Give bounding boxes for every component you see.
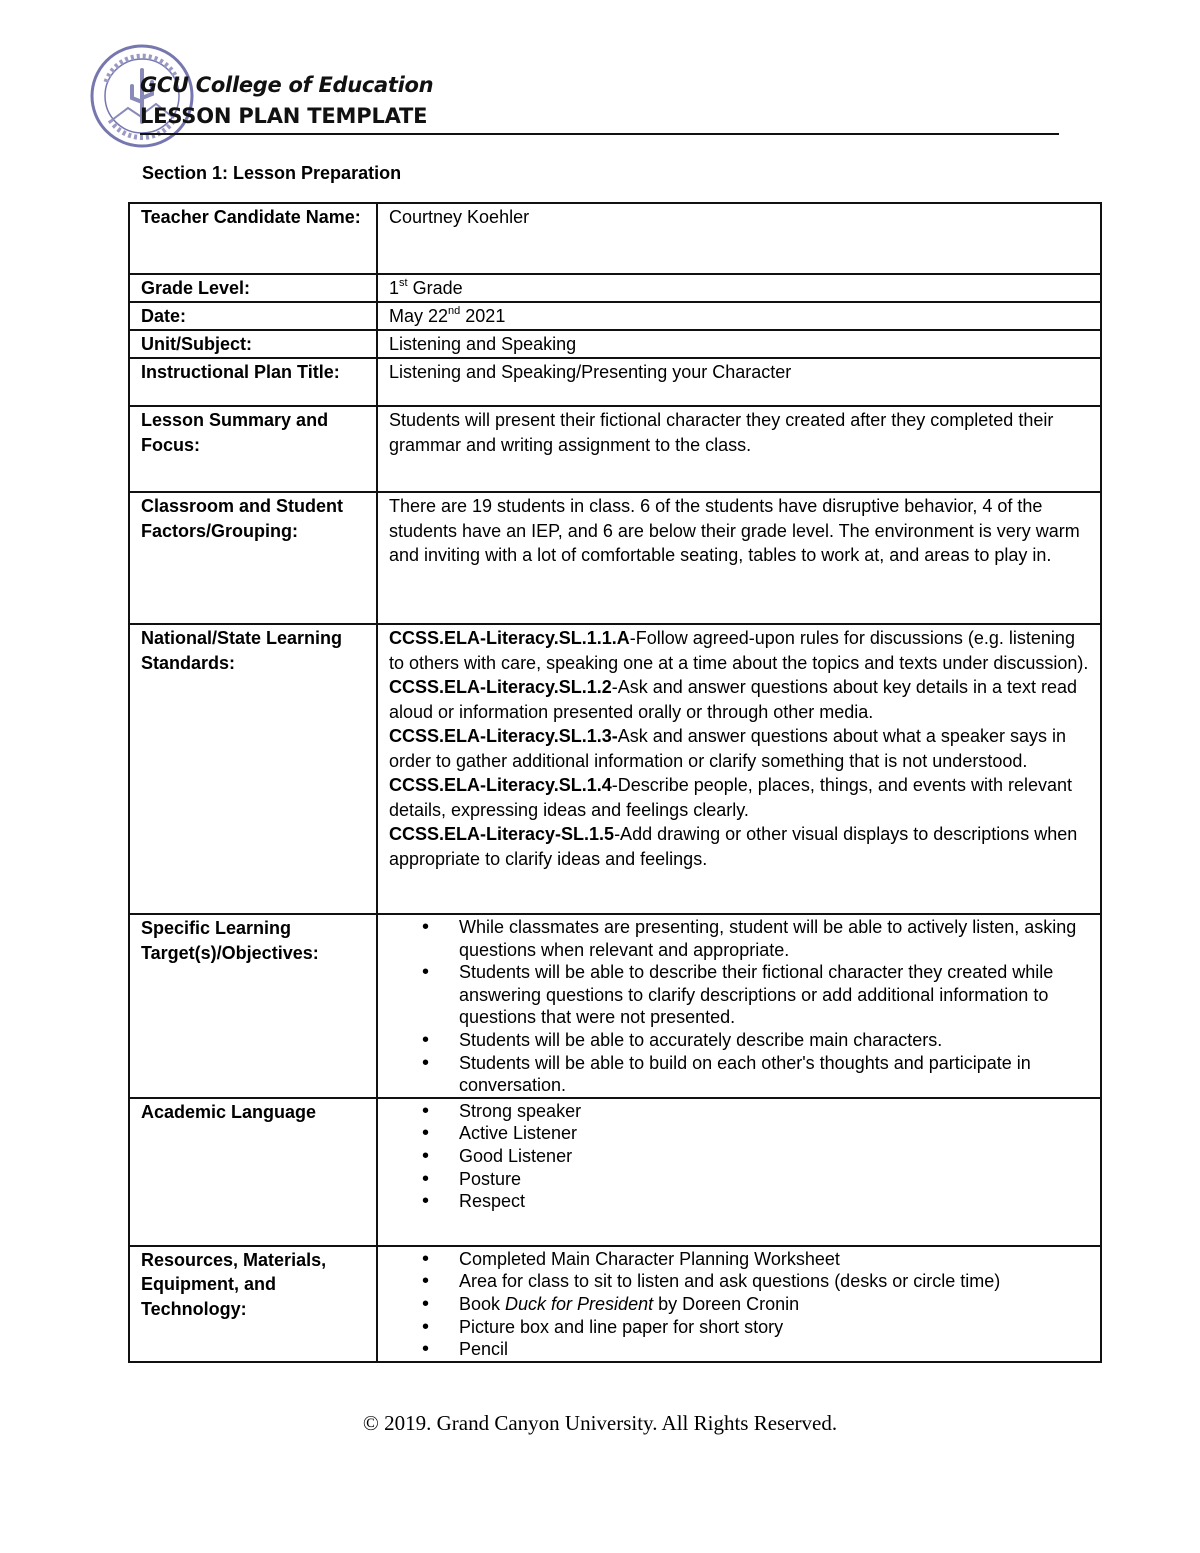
table-row-objectives [129, 914, 1101, 1098]
table-row-resources [129, 1246, 1101, 1362]
standard-code: CCSS.ELA-Literacy.SL.1.1.A [389, 628, 630, 648]
academic-label: Academic Language [129, 1098, 377, 1246]
table-row-grade [129, 274, 1101, 302]
list-item: • Posture [389, 1168, 1094, 1191]
list-item: • Students will be able to build on each other's thoughts and participate in conversation. [389, 1052, 1094, 1097]
list-item: • Completed Main Character Planning Worksheet [389, 1248, 1094, 1271]
date-value [377, 302, 1101, 330]
standard-item [389, 724, 1094, 773]
objectives-label: Specific Learning Target(s)/Objectives: [129, 914, 377, 1098]
standard-item [389, 822, 1094, 871]
grade-suffix: st [399, 277, 408, 289]
document-title: LESSON PLAN TEMPLATE [140, 104, 428, 128]
resources-label: Resources, Materials, Equipment, and Technology: [129, 1246, 377, 1362]
book-author: by Doreen Cronin [653, 1293, 800, 1314]
standard-item [389, 675, 1094, 724]
grade-word: Grade [407, 278, 463, 298]
list-item [389, 1293, 1094, 1316]
resources-list [389, 1248, 1094, 1361]
grade-value [377, 274, 1101, 302]
academic-value [377, 1098, 1101, 1246]
list-item: • Strong speaker [389, 1100, 1094, 1123]
date-label: Date: [129, 302, 377, 330]
resources-value [377, 1246, 1101, 1362]
header-divider [140, 133, 1059, 135]
factors-label: Classroom and Student Factors/Grouping: [129, 492, 377, 624]
table-row-unit [129, 330, 1101, 358]
standard-item [389, 773, 1094, 822]
unit-value: Listening and Speaking [377, 330, 1101, 358]
table-row-title [129, 358, 1101, 406]
objectives-list [389, 916, 1094, 1097]
standard-code: CCSS.ELA-Literacy.SL.1.4 [389, 775, 612, 795]
standards-label: National/State Learning Standards: [129, 624, 377, 914]
factors-value: There are 19 students in class. 6 of the students have disruptive behavior, 4 of the students have an IEP, and 6 are below their grade level. The environment is very warm and inviting with a lot of comfortable seating, tables to work at, and areas to play in. [377, 492, 1101, 624]
objectives-value [377, 914, 1101, 1098]
teacher-label: Teacher Candidate Name: [129, 203, 377, 274]
section-heading: Section 1: Lesson Preparation [142, 163, 402, 183]
list-item: • Respect [389, 1190, 1094, 1213]
lesson-plan-table [128, 202, 1102, 1363]
list-item: • Area for class to sit to listen and ask questions (desks or circle time) [389, 1270, 1094, 1293]
plan-title-value: Listening and Speaking/Presenting your Character [377, 358, 1101, 406]
book-title: Duck for President [505, 1293, 654, 1314]
list-item: • Picture box and line paper for short story [389, 1316, 1094, 1339]
book-prefix: Book [459, 1293, 506, 1314]
copyright-footer: © 2019. Grand Canyon University. All Rights Reserved. [362, 1411, 838, 1435]
standard-text: -Follow agreed-upon rules for discussions (e.g. listening to others with care, speaking one at a time about the topics and texts under discussion). [389, 628, 1089, 673]
standard-text: -Add drawing or other visual displays to descriptions when appropriate to clarify ideas and feelings. [389, 824, 1078, 869]
summary-value: Students will present their fictional character they created after they completed their grammar and writing assignment to the class. [377, 406, 1101, 492]
list-item: • Students will be able to accurately describe main characters. [389, 1029, 1094, 1052]
list-item: • While classmates are presenting, student will be able to actively listen, asking questions when relevant and appropriate. [389, 916, 1094, 961]
date-suffix: nd [448, 305, 461, 317]
table-row-academic [129, 1098, 1101, 1246]
brand-college-name: GCU College of Education [140, 73, 434, 97]
list-item: • Good Listener [389, 1145, 1094, 1168]
date-day: May 22 [389, 306, 449, 326]
standard-code: CCSS.ELA-Literacy.SL.1.2 [389, 677, 612, 697]
standards-value [377, 624, 1101, 914]
date-year: 2021 [460, 306, 506, 326]
standard-text: Ask and answer questions about what a speaker says in order to gather additional information or clarify something that is not understood. [389, 726, 1066, 771]
table-row-date [129, 302, 1101, 330]
teacher-value: Courtney Koehler [377, 203, 1101, 274]
academic-list [389, 1100, 1094, 1213]
plan-title-label: Instructional Plan Title: [129, 358, 377, 406]
grade-label: Grade Level: [129, 274, 377, 302]
table-row-teacher [129, 203, 1101, 274]
unit-label: Unit/Subject: [129, 330, 377, 358]
list-item: • Active Listener [389, 1122, 1094, 1145]
summary-label: Lesson Summary and Focus: [129, 406, 377, 492]
standard-code: CCSS.ELA-Literacy.SL.1.3- [389, 726, 618, 746]
table-row-factors [129, 492, 1101, 624]
grade-number: 1 [389, 278, 400, 298]
standard-text: -Describe people, places, things, and events with relevant details, expressing ideas and feelings clearly. [389, 775, 1072, 820]
standard-code: CCSS.ELA-Literacy-SL.1.5 [389, 824, 615, 844]
standard-item [389, 626, 1094, 675]
list-item: • Pencil [389, 1338, 1094, 1361]
table-row-standards [129, 624, 1101, 914]
table-row-summary [129, 406, 1101, 492]
standard-text: -Ask and answer questions about key details in a text read aloud or information presented orally or through other media. [389, 677, 1078, 722]
list-item: • Students will be able to describe their fictional character they created while answering questions to clarify descriptions or add additional information to questions that were not presented. [389, 961, 1094, 1029]
